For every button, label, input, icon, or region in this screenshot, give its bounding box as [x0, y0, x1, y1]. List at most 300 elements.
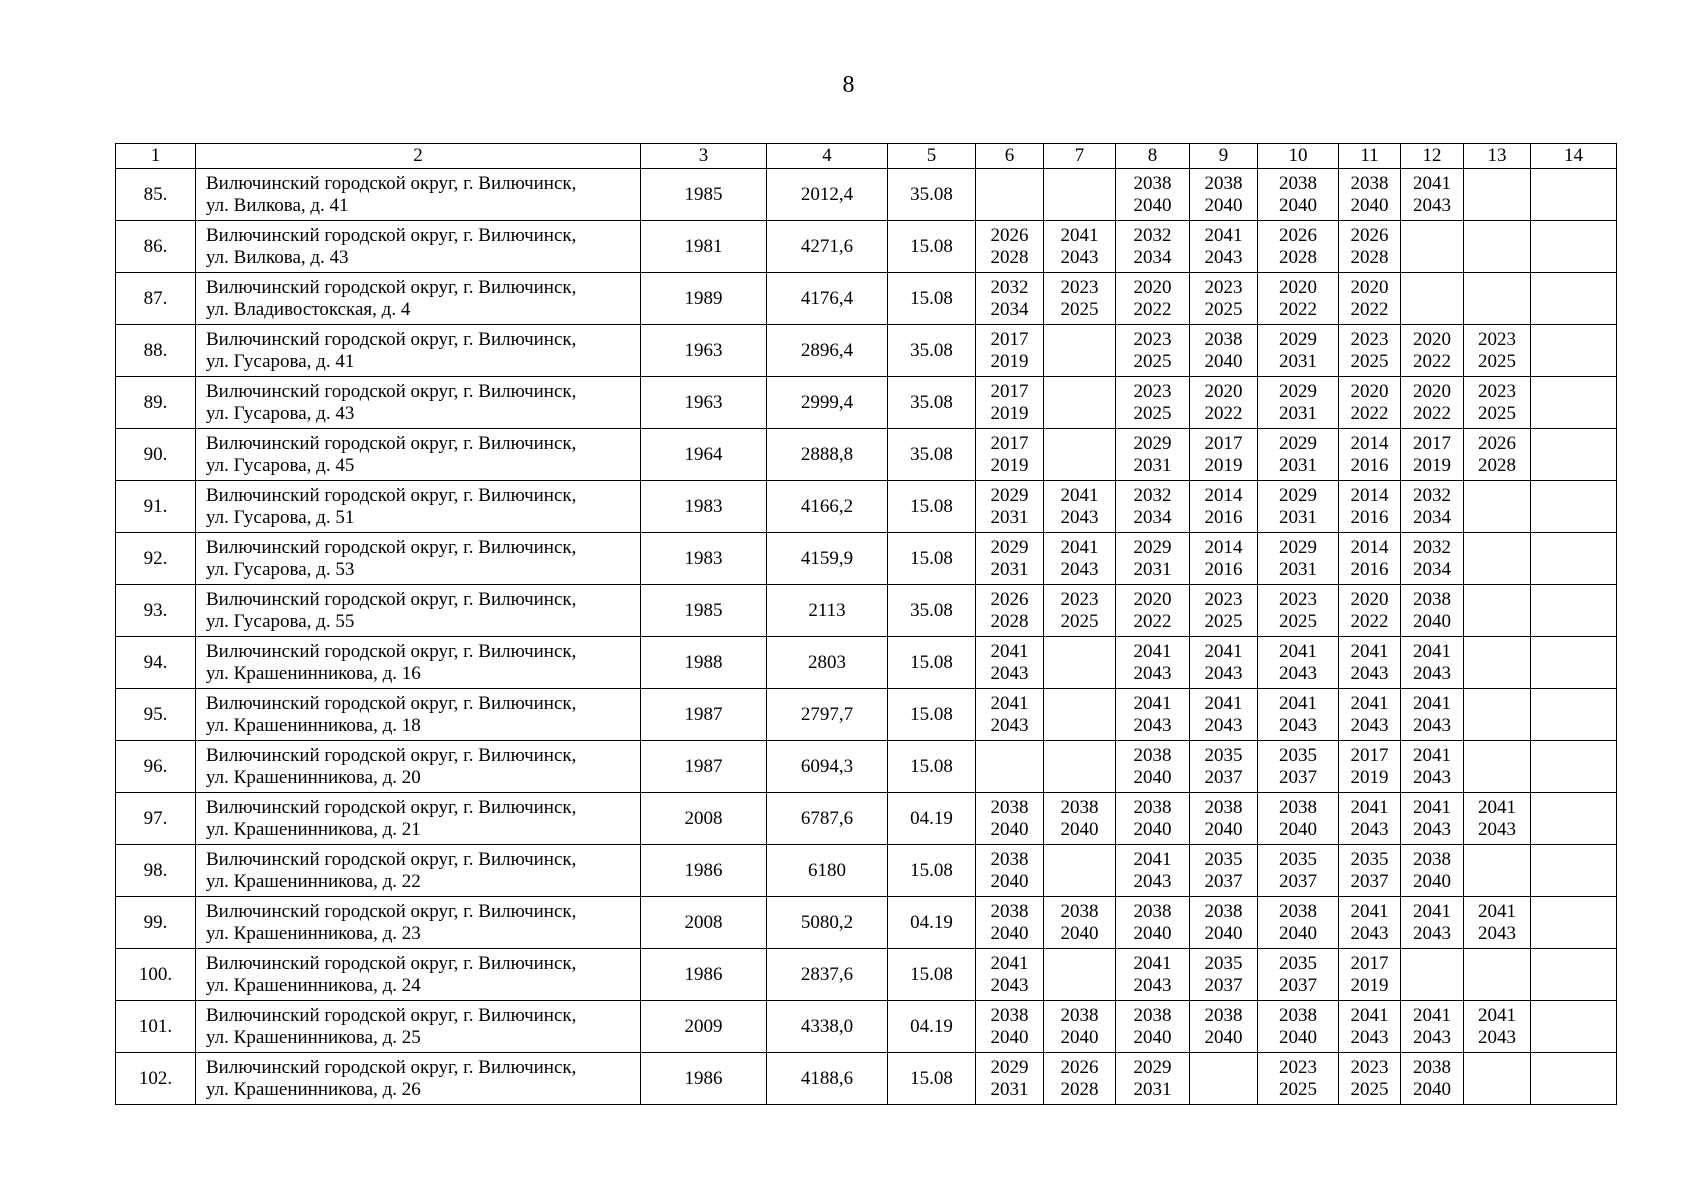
period-cell-col-11: [1339, 377, 1401, 429]
period-end: 2040: [1279, 194, 1317, 216]
period-start: 2041: [1413, 172, 1451, 194]
period-start: 2020: [1413, 380, 1451, 402]
commission-year: 1986: [641, 949, 767, 1001]
address-cell: [196, 273, 641, 325]
row-number: 100.: [116, 949, 196, 1001]
commission-year: 1964: [641, 429, 767, 481]
period-start: 2041: [1060, 224, 1099, 246]
period-end: 2043: [1279, 714, 1317, 736]
period-cell-col-9: [1190, 429, 1258, 481]
period-cell-col-6: [976, 1053, 1044, 1105]
period-start: 2041: [1204, 640, 1243, 662]
period-start: 2041: [1413, 640, 1451, 662]
total-area: 2012,4: [767, 169, 888, 221]
period-cell-col-6: [976, 429, 1044, 481]
period-cell-col-13: [1464, 377, 1531, 429]
period-start: 2023: [1133, 380, 1172, 402]
period-start: 2014: [1350, 536, 1389, 558]
period-cell-col-7: [1044, 1001, 1116, 1053]
period-cell-col-11: [1339, 429, 1401, 481]
period-cell-col-12: [1401, 1053, 1464, 1105]
code-cell: 15.08: [888, 533, 976, 585]
period-start: 2038: [1413, 1056, 1451, 1078]
period-end: 2043: [1478, 1026, 1516, 1048]
period-start: 2038: [1279, 900, 1317, 922]
period-end: 2040: [1413, 1078, 1451, 1100]
period-end: 2043: [1413, 766, 1451, 788]
period-start: 2023: [1350, 1056, 1389, 1078]
period-end: 2022: [1413, 402, 1451, 424]
period-cell-col-6: [976, 845, 1044, 897]
total-area: 4159,9: [767, 533, 888, 585]
period-end: 2031: [1279, 558, 1317, 580]
period-cell-col-10: [1258, 169, 1339, 221]
period-end: 2040: [1133, 1026, 1172, 1048]
period-start: 2032: [1413, 536, 1451, 558]
period-start: 2029: [1279, 484, 1317, 506]
period-end: 2016: [1350, 558, 1389, 580]
period-start: 2029: [990, 536, 1029, 558]
period-cell-col-6: [976, 949, 1044, 1001]
period-cell-col-14: [1531, 429, 1617, 481]
period-cell-col-13: [1464, 689, 1531, 741]
period-start: 2041: [1413, 1004, 1451, 1026]
total-area: 2803: [767, 637, 888, 689]
period-start: 2041: [1350, 900, 1389, 922]
period-start: 2020: [1350, 588, 1389, 610]
period-start: 2032: [1133, 484, 1172, 506]
period-end: 2043: [1133, 870, 1172, 892]
code-cell: 15.08: [888, 845, 976, 897]
code-cell: 15.08: [888, 1053, 976, 1105]
row-number: 98.: [116, 845, 196, 897]
period-end: 2040: [1279, 922, 1317, 944]
period-end: 2016: [1204, 506, 1243, 528]
period-cell-col-13: [1464, 793, 1531, 845]
period-end: 2031: [1133, 454, 1172, 476]
code-cell: 04.19: [888, 897, 976, 949]
period-end: 2043: [1279, 662, 1317, 684]
period-end: 2016: [1350, 454, 1389, 476]
period-end: 2043: [1413, 1026, 1451, 1048]
commission-year: 1985: [641, 169, 767, 221]
period-cell-col-8: [1116, 377, 1190, 429]
period-start: 2014: [1204, 484, 1243, 506]
code-cell: 35.08: [888, 585, 976, 637]
period-end: 2043: [1478, 922, 1516, 944]
period-start: 2029: [1133, 1056, 1172, 1078]
period-end: 2043: [990, 714, 1029, 736]
period-start: 2020: [1133, 588, 1172, 610]
period-start: 2038: [1204, 1004, 1243, 1026]
table-row: [116, 897, 1617, 949]
column-header-9: 9: [1190, 144, 1258, 169]
period-cell-col-10: [1258, 481, 1339, 533]
code-cell: 04.19: [888, 793, 976, 845]
total-area: 2797,7: [767, 689, 888, 741]
period-start: 2023: [1478, 380, 1516, 402]
period-cell-col-14: [1531, 377, 1617, 429]
period-end: 2025: [1279, 1078, 1317, 1100]
period-cell-col-14: [1531, 221, 1617, 273]
period-cell-col-10: [1258, 1053, 1339, 1105]
period-cell-col-13: [1464, 533, 1531, 585]
period-cell-col-7: [1044, 533, 1116, 585]
period-cell-col-13: [1464, 845, 1531, 897]
period-end: 2043: [1204, 662, 1243, 684]
total-area: 2888,8: [767, 429, 888, 481]
address-line: ул. Крашенинникова, д. 22: [206, 870, 421, 892]
period-start: 2026: [1478, 432, 1516, 454]
period-end: 2043: [1350, 922, 1389, 944]
total-area: 6787,6: [767, 793, 888, 845]
period-cell-col-11: [1339, 689, 1401, 741]
period-start: 2038: [1133, 796, 1172, 818]
period-cell-col-11: [1339, 585, 1401, 637]
period-cell-col-6: [976, 481, 1044, 533]
period-cell-col-9: [1190, 689, 1258, 741]
period-end: 2040: [1133, 818, 1172, 840]
period-end: 2043: [1133, 974, 1172, 996]
period-cell-col-9: [1190, 793, 1258, 845]
period-cell-col-7: [1044, 221, 1116, 273]
period-cell-col-9: [1190, 845, 1258, 897]
period-end: 2043: [1413, 818, 1451, 840]
period-cell-col-6: [976, 897, 1044, 949]
period-cell-col-6: [976, 689, 1044, 741]
period-end: 2043: [1204, 714, 1243, 736]
period-cell-col-12: [1401, 637, 1464, 689]
period-start: 2032: [990, 276, 1029, 298]
period-start: 2038: [1133, 1004, 1172, 1026]
code-cell: 15.08: [888, 273, 976, 325]
period-end: 2043: [1350, 714, 1389, 736]
period-cell-col-11: [1339, 793, 1401, 845]
period-end: 2028: [1478, 454, 1516, 476]
period-cell-col-9: [1190, 325, 1258, 377]
commission-year: 1987: [641, 689, 767, 741]
period-end: 2031: [990, 1078, 1029, 1100]
period-end: 2043: [990, 662, 1029, 684]
period-end: 2034: [1133, 506, 1172, 528]
period-start: 2041: [1350, 1004, 1389, 1026]
period-cell-col-13: [1464, 325, 1531, 377]
row-number: 102.: [116, 1053, 196, 1105]
period-start: 2041: [1204, 692, 1243, 714]
address-line: ул. Гусарова, д. 55: [206, 610, 355, 632]
row-number: 85.: [116, 169, 196, 221]
period-start: 2026: [990, 224, 1029, 246]
period-cell-col-8: [1116, 845, 1190, 897]
period-end: 2037: [1279, 974, 1317, 996]
address-line: ул. Крашенинникова, д. 18: [206, 714, 421, 736]
period-end: 2040: [1204, 922, 1243, 944]
period-cell-col-13: [1464, 221, 1531, 273]
period-cell-col-10: [1258, 845, 1339, 897]
table-row: [116, 741, 1617, 793]
period-cell-col-12: [1401, 481, 1464, 533]
period-start: 2038: [1204, 172, 1243, 194]
address-line: Вилючинский городской округ, г. Вилючинск,: [206, 536, 577, 558]
period-cell-col-12: [1401, 429, 1464, 481]
period-end: 2028: [1060, 1078, 1099, 1100]
period-start: 2023: [1350, 328, 1389, 350]
period-cell-col-11: [1339, 949, 1401, 1001]
period-cell-col-8: [1116, 741, 1190, 793]
period-start: 2020: [1279, 276, 1317, 298]
period-end: 2037: [1204, 974, 1243, 996]
period-end: 2040: [1060, 818, 1099, 840]
period-start: 2029: [990, 484, 1029, 506]
period-end: 2043: [1133, 714, 1172, 736]
period-start: 2041: [990, 640, 1029, 662]
total-area: 5080,2: [767, 897, 888, 949]
table-row: [116, 1053, 1617, 1105]
row-number: 89.: [116, 377, 196, 429]
period-end: 2031: [990, 558, 1029, 580]
code-cell: 04.19: [888, 1001, 976, 1053]
column-header-7: 7: [1044, 144, 1116, 169]
period-end: 2040: [1204, 194, 1243, 216]
table-row: [116, 377, 1617, 429]
period-end: 2040: [1350, 194, 1389, 216]
code-cell: 15.08: [888, 221, 976, 273]
period-end: 2025: [1350, 350, 1389, 372]
column-header-12: 12: [1401, 144, 1464, 169]
period-start: 2026: [1279, 224, 1317, 246]
period-cell-col-10: [1258, 949, 1339, 1001]
period-end: 2025: [1478, 350, 1516, 372]
row-number: 92.: [116, 533, 196, 585]
period-end: 2019: [990, 350, 1029, 372]
period-end: 2022: [1204, 402, 1243, 424]
period-start: 2035: [1279, 952, 1317, 974]
address-line: ул. Крашенинникова, д. 20: [206, 766, 421, 788]
address-line: Вилючинский городской округ, г. Вилючинск,: [206, 848, 577, 870]
period-cell-col-11: [1339, 845, 1401, 897]
column-header-2: 2: [196, 144, 641, 169]
period-end: 2019: [1413, 454, 1451, 476]
row-number: 87.: [116, 273, 196, 325]
period-cell-col-7: [1044, 429, 1116, 481]
period-end: 2028: [990, 246, 1029, 268]
period-end: 2019: [990, 402, 1029, 424]
period-cell-col-8: [1116, 637, 1190, 689]
period-start: 2041: [1478, 900, 1516, 922]
period-start: 2038: [1133, 900, 1172, 922]
period-end: 2019: [1350, 974, 1389, 996]
period-cell-col-8: [1116, 429, 1190, 481]
period-start: 2017: [1204, 432, 1243, 454]
period-end: 2040: [1279, 818, 1317, 840]
period-cell-col-13: [1464, 1053, 1531, 1105]
period-end: 2025: [1133, 350, 1172, 372]
period-start: 2041: [1060, 484, 1099, 506]
table-row: [116, 793, 1617, 845]
period-cell-col-7: [1044, 793, 1116, 845]
period-cell-col-12: [1401, 273, 1464, 325]
period-start: 2038: [1204, 900, 1243, 922]
period-end: 2040: [1133, 922, 1172, 944]
period-end: 2022: [1133, 610, 1172, 632]
address-cell: [196, 429, 641, 481]
address-cell: [196, 533, 641, 585]
period-cell-col-8: [1116, 533, 1190, 585]
period-start: 2017: [1350, 744, 1389, 766]
period-end: 2025: [1478, 402, 1516, 424]
period-cell-col-10: [1258, 793, 1339, 845]
period-end: 2019: [1350, 766, 1389, 788]
total-area: 6180: [767, 845, 888, 897]
period-start: 2038: [1350, 172, 1389, 194]
period-cell-col-6: [976, 1001, 1044, 1053]
table-row: [116, 169, 1617, 221]
period-cell-col-6: [976, 741, 1044, 793]
period-cell-col-11: [1339, 273, 1401, 325]
period-start: 2035: [1204, 744, 1243, 766]
period-cell-col-6: [976, 273, 1044, 325]
period-start: 2017: [1413, 432, 1451, 454]
period-end: 2031: [1279, 454, 1317, 476]
commission-year: 1986: [641, 845, 767, 897]
period-start: 2020: [1350, 276, 1389, 298]
commission-year: 2009: [641, 1001, 767, 1053]
period-end: 2037: [1204, 766, 1243, 788]
period-end: 2031: [1133, 558, 1172, 580]
period-cell-col-9: [1190, 1053, 1258, 1105]
commission-year: 2008: [641, 793, 767, 845]
address-cell: [196, 793, 641, 845]
table-body: [116, 169, 1617, 1105]
period-cell-col-13: [1464, 429, 1531, 481]
address-line: ул. Крашенинникова, д. 26: [206, 1078, 421, 1100]
period-cell-col-6: [976, 637, 1044, 689]
period-end: 2022: [1350, 402, 1389, 424]
period-end: 2025: [1060, 298, 1099, 320]
period-start: 2023: [1133, 328, 1172, 350]
period-cell-col-11: [1339, 533, 1401, 585]
total-area: 2837,6: [767, 949, 888, 1001]
period-cell-col-13: [1464, 481, 1531, 533]
period-start: 2035: [1204, 848, 1243, 870]
period-cell-col-11: [1339, 897, 1401, 949]
period-end: 2043: [1060, 506, 1099, 528]
period-start: 2029: [1279, 432, 1317, 454]
period-end: 2022: [1133, 298, 1172, 320]
period-start: 2041: [1350, 640, 1389, 662]
period-start: 2041: [1350, 692, 1389, 714]
period-cell-col-14: [1531, 169, 1617, 221]
period-start: 2029: [1133, 536, 1172, 558]
address-cell: [196, 221, 641, 273]
period-end: 2040: [1204, 350, 1243, 372]
period-end: 2040: [990, 818, 1029, 840]
period-cell-col-6: [976, 585, 1044, 637]
period-cell-col-8: [1116, 221, 1190, 273]
period-end: 2040: [1133, 194, 1172, 216]
period-cell-col-7: [1044, 845, 1116, 897]
period-end: 2043: [1413, 922, 1451, 944]
period-cell-col-7: [1044, 637, 1116, 689]
address-cell: [196, 481, 641, 533]
period-cell-col-9: [1190, 377, 1258, 429]
period-cell-col-14: [1531, 845, 1617, 897]
code-cell: 15.08: [888, 741, 976, 793]
period-cell-col-10: [1258, 273, 1339, 325]
period-end: 2043: [1350, 818, 1389, 840]
period-start: 2041: [1413, 796, 1451, 818]
period-start: 2023: [1204, 276, 1243, 298]
commission-year: 1981: [641, 221, 767, 273]
period-cell-col-9: [1190, 1001, 1258, 1053]
period-start: 2020: [1350, 380, 1389, 402]
total-area: 2896,4: [767, 325, 888, 377]
period-start: 2023: [1204, 588, 1243, 610]
address-line: Вилючинский городской округ, г. Вилючинск,: [206, 484, 577, 506]
period-cell-col-10: [1258, 637, 1339, 689]
period-cell-col-13: [1464, 741, 1531, 793]
period-end: 2037: [1204, 870, 1243, 892]
row-number: 99.: [116, 897, 196, 949]
period-cell-col-9: [1190, 637, 1258, 689]
total-area: 6094,3: [767, 741, 888, 793]
period-start: 2029: [1279, 536, 1317, 558]
period-start: 2038: [1279, 1004, 1317, 1026]
row-number: 93.: [116, 585, 196, 637]
period-start: 2014: [1350, 484, 1389, 506]
period-start: 2038: [990, 1004, 1029, 1026]
period-end: 2028: [1350, 246, 1389, 268]
period-cell-col-10: [1258, 741, 1339, 793]
period-cell-col-10: [1258, 377, 1339, 429]
code-cell: 15.08: [888, 481, 976, 533]
period-end: 2025: [1279, 610, 1317, 632]
period-start: 2032: [1133, 224, 1172, 246]
period-start: 2041: [1279, 640, 1317, 662]
total-area: 4188,6: [767, 1053, 888, 1105]
period-cell-col-7: [1044, 481, 1116, 533]
period-end: 2025: [1204, 298, 1243, 320]
commission-year: 1988: [641, 637, 767, 689]
period-start: 2020: [1133, 276, 1172, 298]
period-start: 2029: [1279, 380, 1317, 402]
period-end: 2034: [990, 298, 1029, 320]
period-end: 2043: [1413, 194, 1451, 216]
address-cell: [196, 949, 641, 1001]
table-row: [116, 273, 1617, 325]
period-cell-col-9: [1190, 169, 1258, 221]
period-start: 2020: [1413, 328, 1451, 350]
period-end: 2031: [1279, 350, 1317, 372]
address-line: Вилючинский городской округ, г. Вилючинск,: [206, 692, 577, 714]
period-start: 2023: [1060, 276, 1099, 298]
period-end: 2043: [1413, 714, 1451, 736]
column-header-14: 14: [1531, 144, 1617, 169]
period-start: 2038: [1413, 588, 1451, 610]
registry-table: [115, 143, 1617, 1105]
commission-year: 1963: [641, 377, 767, 429]
period-start: 2035: [1279, 848, 1317, 870]
row-number: 101.: [116, 1001, 196, 1053]
period-cell-col-12: [1401, 741, 1464, 793]
period-cell-col-9: [1190, 221, 1258, 273]
period-cell-col-8: [1116, 169, 1190, 221]
period-end: 2019: [1204, 454, 1243, 476]
period-end: 2028: [1279, 246, 1317, 268]
period-end: 2040: [1060, 1026, 1099, 1048]
address-cell: [196, 325, 641, 377]
period-cell-col-13: [1464, 637, 1531, 689]
